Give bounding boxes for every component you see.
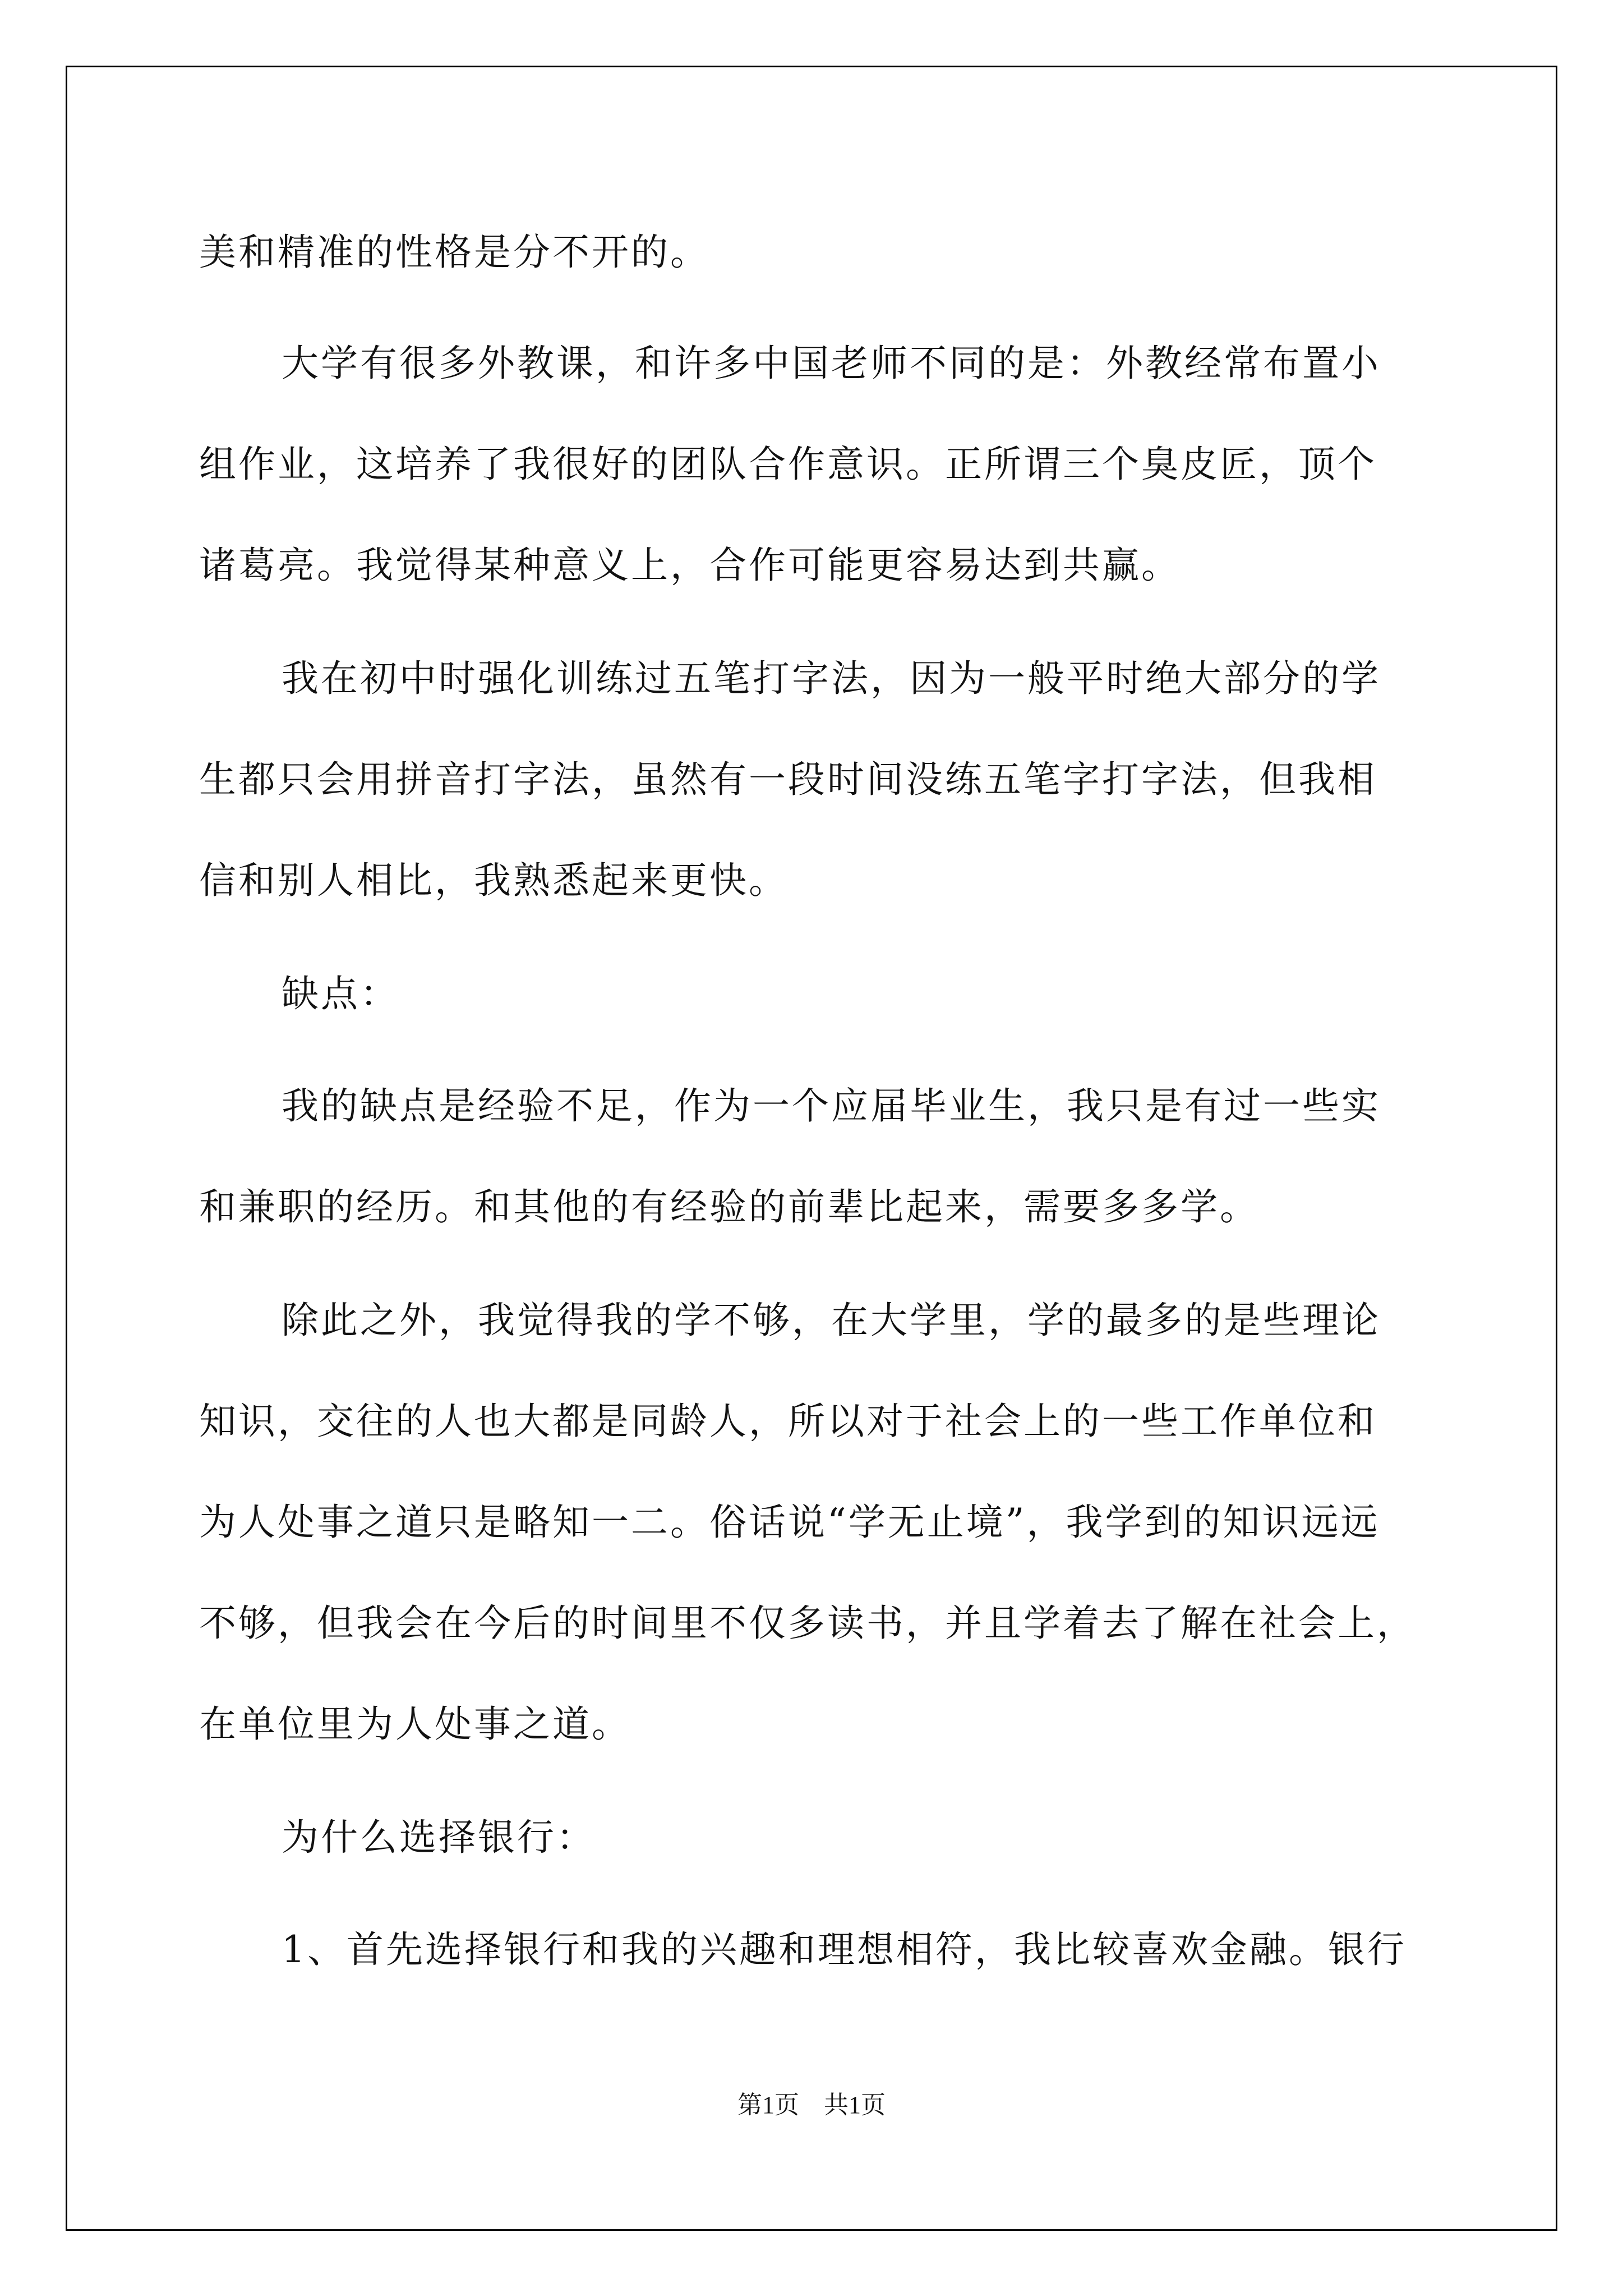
paragraph-line: 美和精准的性格是分不开的。 — [199, 231, 709, 274]
paragraph-line: 不够，但我会在今后的时间里不仅多读书，并且学着去了解在社会上， — [199, 1602, 1416, 1645]
paragraph-line: 知识，交往的人也大都是同龄人，所以对于社会上的一些工作单位和 — [199, 1400, 1377, 1443]
paragraph-line: 除此之外，我觉得我的学不够，在大学里，学的最多的是些理论 — [282, 1299, 1381, 1342]
section-heading: 缺点： — [282, 972, 399, 1015]
section-heading: 为什么选择银行： — [282, 1816, 596, 1859]
paragraph-line: 为人处事之道只是略知一二。俗话说“学无止境”，我学到的知识远远 — [199, 1501, 1380, 1544]
paragraph-line: 在单位里为人处事之道。 — [199, 1703, 631, 1746]
paragraph-line: 信和别人相比，我熟悉起来更快。 — [199, 859, 788, 902]
page-number-footer: 第1页 共1页 — [737, 2091, 886, 2119]
paragraph-line: 生都只会用拼音打字法，虽然有一段时间没练五笔字打字法，但我相 — [199, 758, 1377, 801]
page-border — [66, 66, 1557, 2231]
paragraph-line: 组作业，这培养了我很好的团队合作意识。正所谓三个臭皮匠，顶个 — [199, 443, 1377, 486]
paragraph-line: 我在初中时强化训练过五笔打字法，因为一般平时绝大部分的学 — [282, 657, 1381, 700]
paragraph-line: 1、首先选择银行和我的兴趣和理想相符，我比较喜欢金融。银行 — [282, 1928, 1407, 1971]
paragraph-line: 和兼职的经历。和其他的有经验的前辈比起来，需要多多学。 — [199, 1185, 1259, 1228]
paragraph-line: 诸葛亮。我觉得某种意义上，合作可能更容易达到共赢。 — [199, 544, 1181, 587]
paragraph-line: 我的缺点是经验不足，作为一个应届毕业生，我只是有过一些实 — [282, 1084, 1381, 1128]
paragraph-line: 大学有很多外教课，和许多中国老师不同的是：外教经常布置小 — [282, 342, 1381, 385]
